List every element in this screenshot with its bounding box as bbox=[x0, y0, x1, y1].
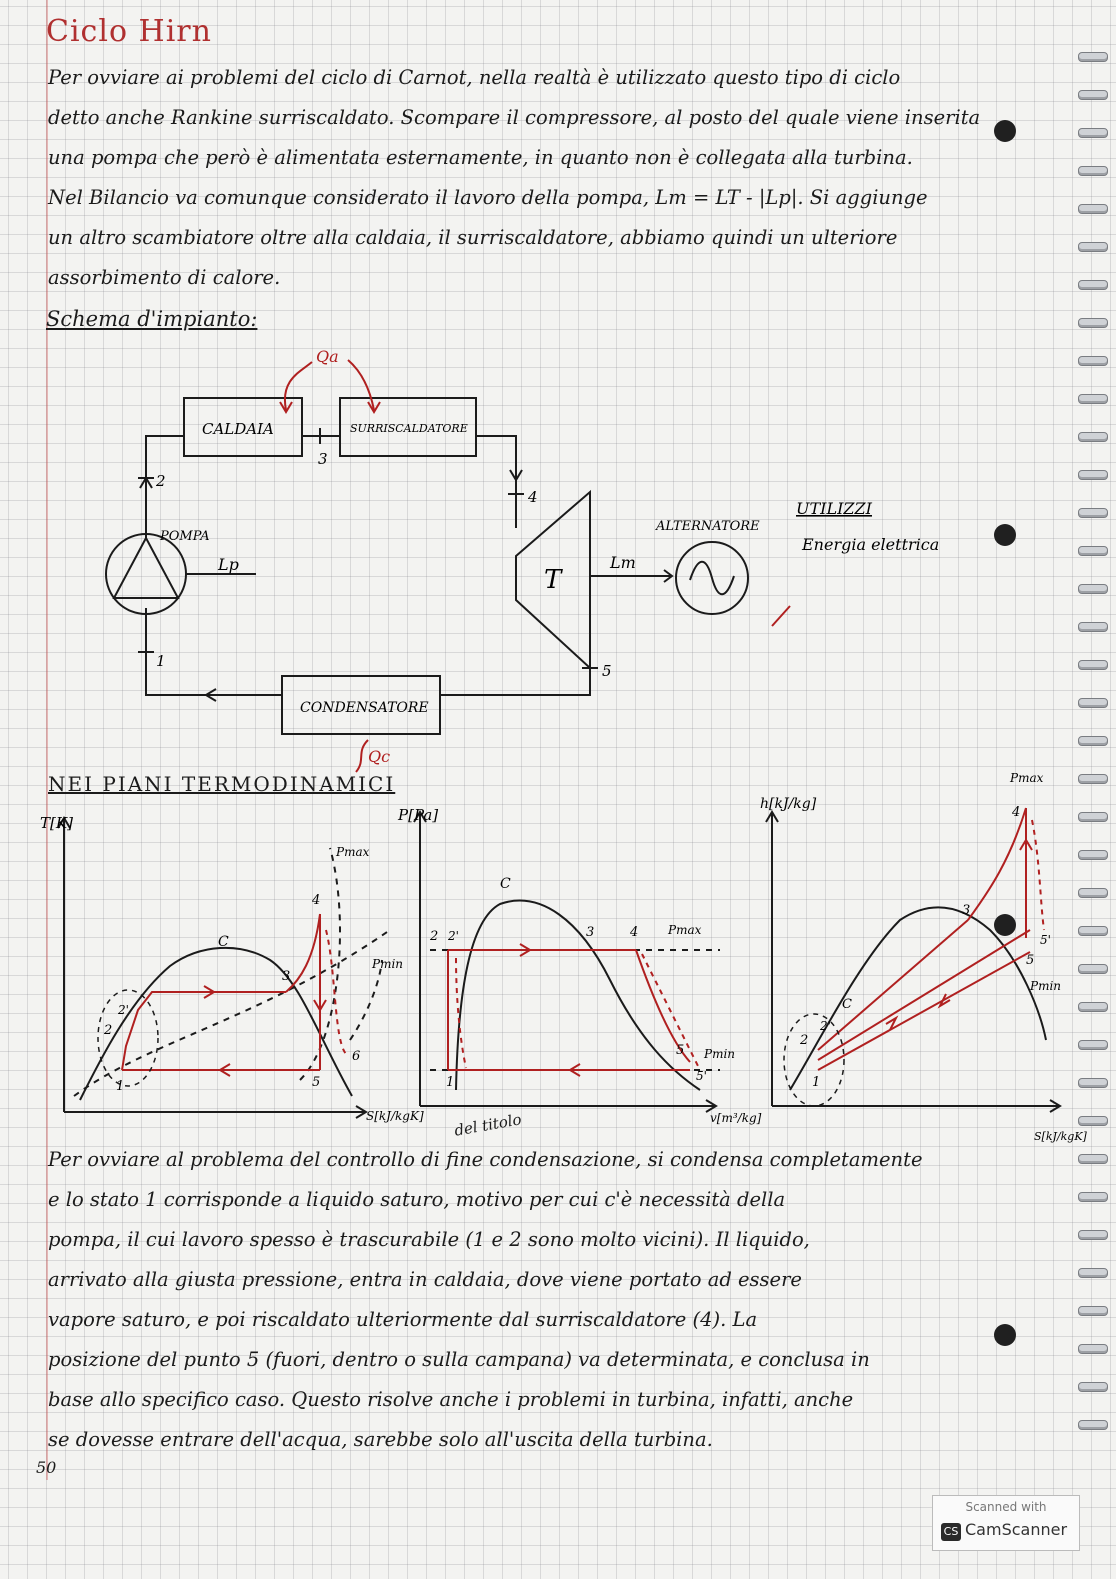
outro-line: arrivato alla giusta pressione, entra in caldaia, dove viene portato ad essere bbox=[48, 1268, 802, 1291]
energia-label: Energia elettrica bbox=[802, 535, 940, 554]
intro-line: una pompa che però è alimentata esternamente, in quanto non è collegata alla turbina. bbox=[48, 146, 913, 169]
ts-n6: 6 bbox=[352, 1049, 361, 1064]
turbine-label: T bbox=[544, 565, 562, 595]
punch-hole bbox=[994, 524, 1016, 546]
spiral-ring bbox=[1078, 432, 1108, 442]
hs-ylabel: h[kJ/kg] bbox=[760, 796, 817, 812]
hs-n5p: 5' bbox=[1040, 933, 1051, 947]
spiral-ring bbox=[1078, 926, 1108, 936]
spiral-ring bbox=[1078, 356, 1108, 366]
camscanner-badge bbox=[932, 1495, 1080, 1551]
spiral-ring bbox=[1078, 622, 1108, 632]
spiral-ring bbox=[1078, 774, 1108, 784]
hs-diagram bbox=[766, 808, 1060, 1112]
spiral-ring bbox=[1078, 1420, 1108, 1430]
pv-n3: 3 bbox=[586, 925, 595, 940]
spiral-ring bbox=[1078, 660, 1108, 670]
spiral-ring bbox=[1078, 584, 1108, 594]
punch-hole bbox=[994, 1324, 1016, 1346]
spiral-ring bbox=[1078, 204, 1108, 214]
outro-line: Per ovviare al problema del controllo di fine condensazione, si condensa completamente bbox=[48, 1148, 923, 1171]
surriscaldatore-label: SURRISCALDATORE bbox=[350, 422, 468, 435]
spiral-ring bbox=[1078, 850, 1108, 860]
hs-n4: 4 bbox=[1012, 805, 1021, 820]
spiral-ring bbox=[1078, 242, 1108, 252]
annotation: del titolo bbox=[452, 1110, 523, 1140]
pv-n5: 5 bbox=[676, 1043, 685, 1058]
hs-n3: 3 bbox=[962, 903, 971, 918]
spiral-ring bbox=[1078, 698, 1108, 708]
scanned-with-label: Scanned with bbox=[965, 1500, 1047, 1514]
ts-pmin: Pmin bbox=[372, 957, 404, 971]
qc-label: Qc bbox=[368, 747, 391, 766]
pv-n5p: 5' bbox=[696, 1069, 707, 1083]
spiral-ring bbox=[1078, 394, 1108, 404]
spiral-ring bbox=[1078, 1306, 1108, 1316]
hs-n2p: 2' bbox=[820, 1019, 831, 1033]
intro-line: detto anche Rankine surriscaldato. Scompare il compressore, al posto del quale viene inserita bbox=[48, 106, 981, 129]
pv-pmin: Pmin bbox=[704, 1047, 736, 1061]
intro-line: Per ovviare ai problemi del ciclo di Carnot, nella realtà è utilizzato questo tipo di ciclo bbox=[48, 66, 901, 89]
spiral-ring bbox=[1078, 812, 1108, 822]
camscanner-icon: CS bbox=[941, 1523, 961, 1541]
ts-n4: 4 bbox=[312, 893, 321, 908]
qa-label: Qa bbox=[316, 347, 339, 366]
spiral-ring bbox=[1078, 964, 1108, 974]
ts-n2p: 2' bbox=[118, 1003, 129, 1017]
pv-n2p: 2' bbox=[448, 929, 459, 943]
intro-line: Nel Bilancio va comunque considerato il lavoro della pompa, Lm = LT - |Lp|. Si aggiunge bbox=[48, 186, 928, 209]
piani-heading: NEI PIANI TERMODINAMICI bbox=[48, 772, 396, 796]
spiral-ring bbox=[1078, 166, 1108, 176]
point-4: 4 bbox=[528, 488, 538, 506]
pompa-label: POMPA bbox=[160, 529, 210, 544]
spiral-ring bbox=[1078, 470, 1108, 480]
punch-hole bbox=[994, 914, 1016, 936]
hs-pmin: Pmin bbox=[1030, 979, 1062, 993]
point-2: 2 bbox=[156, 472, 166, 490]
hs-n5: 5 bbox=[1026, 953, 1035, 968]
page-title: Ciclo Hirn bbox=[46, 14, 212, 49]
ts-c: C bbox=[218, 934, 229, 950]
spiral-ring bbox=[1078, 90, 1108, 100]
spiral-ring bbox=[1078, 1268, 1108, 1278]
pv-n2: 2 bbox=[430, 929, 439, 944]
spiral-ring bbox=[1078, 546, 1108, 556]
utilizzi-label: UTILIZZI bbox=[796, 499, 872, 518]
spiral-ring bbox=[1078, 318, 1108, 328]
hs-xlabel: S[kJ/kgK] bbox=[1034, 1130, 1087, 1143]
schema-heading: Schema d'impianto: bbox=[46, 307, 258, 331]
outro-line: pompa, il cui lavoro spesso è trascurabile (1 e 2 sono molto vicini). Il liquido, bbox=[48, 1228, 810, 1251]
condensatore-label: CONDENSATORE bbox=[300, 700, 429, 716]
intro-line: assorbimento di calore. bbox=[48, 266, 281, 289]
ts-n3: 3 bbox=[282, 969, 291, 984]
outro-line: se dovesse entrare dell'acqua, sarebbe solo all'uscita della turbina. bbox=[48, 1428, 713, 1451]
camscanner-name: CamScanner bbox=[965, 1520, 1068, 1539]
spiral-ring bbox=[1078, 888, 1108, 898]
spiral-ring bbox=[1078, 1230, 1108, 1240]
spiral-ring bbox=[1078, 1078, 1108, 1088]
spiral-ring bbox=[1078, 1382, 1108, 1392]
ts-xlabel: S[kJ/kgK] bbox=[366, 1109, 424, 1123]
alternatore-label: ALTERNATORE bbox=[656, 519, 760, 534]
caldaia-label: CALDAIA bbox=[202, 420, 274, 438]
camscanner-brand bbox=[941, 1520, 1067, 1541]
pv-c: C bbox=[500, 876, 511, 892]
ts-n1: 1 bbox=[116, 1079, 125, 1094]
intro-line: un altro scambiatore oltre alla caldaia, il surriscaldatore, abbiamo quindi un ulteriore bbox=[48, 226, 898, 249]
pv-ylabel: P[Pa] bbox=[398, 806, 439, 824]
hs-n1: 1 bbox=[812, 1075, 821, 1090]
point-3: 3 bbox=[318, 450, 328, 468]
hs-c: C bbox=[842, 997, 852, 1012]
pv-n1: 1 bbox=[446, 1075, 455, 1090]
pv-n4: 4 bbox=[630, 925, 639, 940]
hs-pmax: Pmax bbox=[1010, 771, 1044, 785]
pv-pmax: Pmax bbox=[668, 923, 702, 937]
ts-n2: 2 bbox=[104, 1023, 113, 1038]
ts-ylabel: T[K] bbox=[40, 814, 73, 832]
spiral-ring bbox=[1078, 1154, 1108, 1164]
lp-label: Lp bbox=[218, 555, 239, 574]
spiral-ring bbox=[1078, 1344, 1108, 1354]
outro-line: vapore saturo, e poi riscaldato ulteriormente dal surriscaldatore (4). La bbox=[48, 1308, 758, 1331]
spiral-ring bbox=[1078, 736, 1108, 746]
spiral-ring bbox=[1078, 128, 1108, 138]
outro-line: e lo stato 1 corrisponde a liquido saturo, motivo per cui c'è necessità della bbox=[48, 1188, 786, 1211]
spiral-ring bbox=[1078, 52, 1108, 62]
point-5: 5 bbox=[602, 662, 612, 680]
outro-line: base allo specifico caso. Questo risolve anche i problemi in turbina, infatti, anche bbox=[48, 1388, 854, 1411]
ts-n5: 5 bbox=[312, 1075, 321, 1090]
spiral-ring bbox=[1078, 508, 1108, 518]
pv-xlabel: v[m³/kg] bbox=[710, 1111, 762, 1125]
spiral-ring bbox=[1078, 1040, 1108, 1050]
point-1: 1 bbox=[156, 652, 166, 670]
spiral-ring bbox=[1078, 1002, 1108, 1012]
hs-n2: 2 bbox=[800, 1033, 809, 1048]
ts-pmax: Pmax bbox=[336, 845, 370, 859]
page-number: 50 bbox=[36, 1458, 57, 1477]
ts-diagram bbox=[58, 818, 390, 1118]
spiral-ring bbox=[1078, 1192, 1108, 1202]
spiral-ring bbox=[1078, 1116, 1108, 1126]
spiral-ring bbox=[1078, 280, 1108, 290]
outro-line: posizione del punto 5 (fuori, dentro o sulla campana) va determinata, e conclusa in bbox=[48, 1348, 870, 1371]
punch-hole bbox=[994, 120, 1016, 142]
pv-diagram bbox=[414, 812, 720, 1112]
lm-label: Lm bbox=[610, 553, 636, 572]
